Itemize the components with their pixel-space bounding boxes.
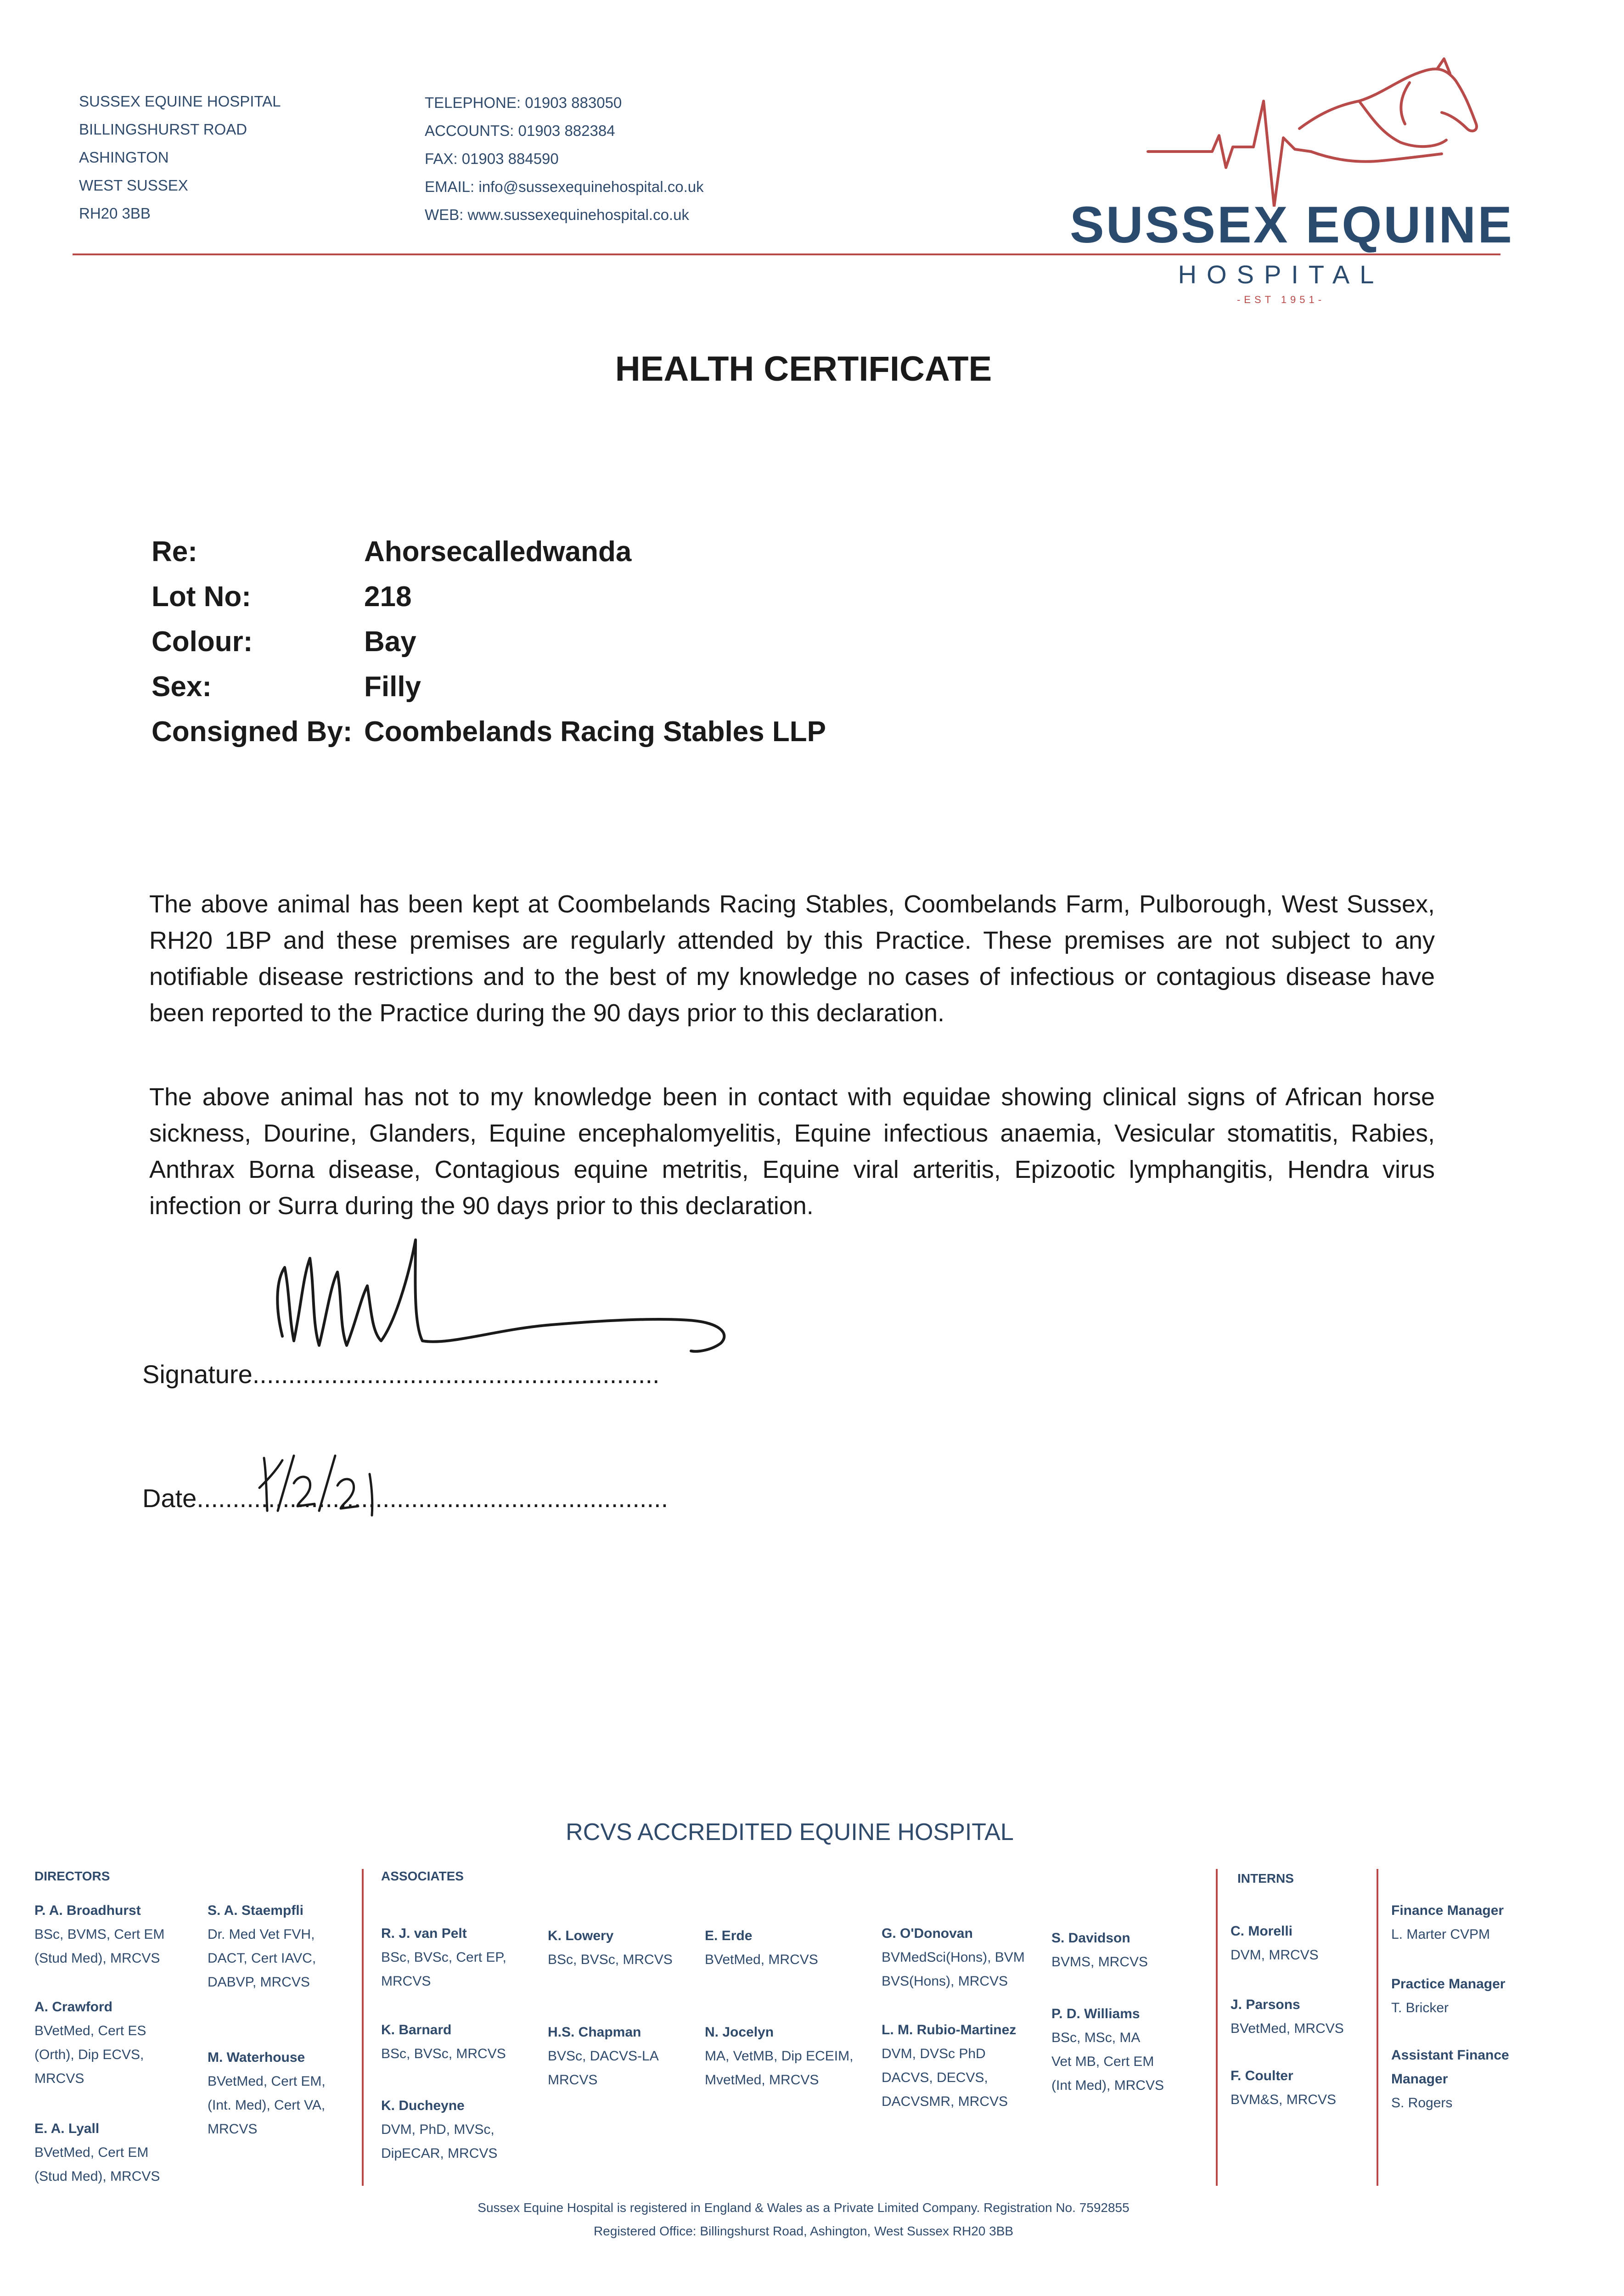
horse-logo-icon bbox=[1143, 55, 1483, 207]
field-label-lot: Lot No: bbox=[152, 581, 251, 613]
footer-heading: RCVS ACCREDITED EQUINE HOSPITAL bbox=[566, 1819, 1014, 1846]
page-title: HEALTH CERTIFICATE bbox=[615, 349, 992, 388]
logo-wordmark: SUSSEX EQUINE bbox=[1070, 196, 1514, 253]
directors-title: DIRECTORS bbox=[34, 1869, 110, 1883]
list-item: N. Jocelyn MA, VetMB, Dip ECEIM, MvetMed, MRCVS bbox=[705, 2025, 854, 2088]
field-value-colour: Bay bbox=[364, 626, 416, 658]
divider-directors bbox=[362, 1869, 364, 2186]
list-item: M. Waterhouse BVetMed, Cert EM, (Int. Med), Cert VA, MRCVS bbox=[208, 2050, 326, 2137]
declaration-paragraph-1: The above animal has been kept at Coombelands Racing Stables, Coombelands Farm, Pulborough, West Sussex, RH20 1BP and these premises are regularly attended by this Practice. These premises are not subject to any notifiable disease restrictions and to the best of my knowledge no cases of infectious or contagious disease have been reported to the Practice during the 90 days prior to this declaration. bbox=[149, 890, 1435, 1027]
list-item: E. A. Lyall BVetMed, Cert EM (Stud Med), MRCVS bbox=[34, 2121, 160, 2184]
handwritten-signature bbox=[257, 1231, 799, 1387]
list-item: A. Crawford BVetMed, Cert ES (Orth), Dip ECVS, MRCVS bbox=[34, 1999, 146, 2086]
list-item: Practice Manager T. Bricker bbox=[1391, 1976, 1506, 2015]
address-line: WEST SUSSEX bbox=[79, 177, 188, 194]
divider-associates bbox=[1216, 1869, 1218, 2186]
field-values bbox=[364, 529, 826, 754]
handwritten-date bbox=[239, 1446, 432, 1529]
contact-block bbox=[425, 89, 704, 229]
address-block bbox=[79, 87, 281, 227]
registered-office: Registered Office: Billingshurst Road, Ashington, West Sussex RH20 3BB bbox=[593, 2224, 1014, 2238]
field-label-re: Re: bbox=[152, 536, 197, 568]
list-item: P. D. Williams BSc, MSc, MA Vet MB, Cert EM (Int Med), MRCVS bbox=[1051, 2006, 1164, 2093]
field-value-re: Ahorsecalledwanda bbox=[364, 536, 632, 568]
field-value-consigned: Coombelands Racing Stables LLP bbox=[364, 716, 826, 748]
accounts-phone: ACCOUNTS: 01903 882384 bbox=[425, 122, 615, 139]
logo-subtitle: HOSPITAL bbox=[1178, 260, 1384, 289]
address-line: BILLINGSHURST ROAD bbox=[79, 121, 247, 138]
list-item: H.S. Chapman BVSc, DACVS-LA MRCVS bbox=[548, 2025, 659, 2088]
list-item: G. O'Donovan BVMedSci(Hons), BVM BVS(Hons), MRCVS bbox=[882, 1926, 1025, 1989]
field-value-lot: 218 bbox=[364, 581, 412, 613]
list-item: K. Barnard BSc, BVSc, MRCVS bbox=[381, 2022, 506, 2061]
field-label-colour: Colour: bbox=[152, 626, 253, 658]
list-item: K. Ducheyne DVM, PhD, MVSc, DipECAR, MRCVS bbox=[381, 2098, 498, 2161]
divider-interns bbox=[1377, 1869, 1378, 2186]
telephone: TELEPHONE: 01903 883050 bbox=[425, 94, 622, 111]
list-item: S. Davidson BVMS, MRCVS bbox=[1051, 1930, 1148, 1970]
address-line: ASHINGTON bbox=[79, 149, 169, 166]
address-line: SUSSEX EQUINE HOSPITAL bbox=[79, 93, 281, 110]
date-label: Date.................................................................. bbox=[142, 1484, 669, 1513]
signature-label: Signature......................................................... bbox=[142, 1360, 660, 1389]
address-line: RH20 3BB bbox=[79, 205, 151, 222]
registration-note: Sussex Equine Hospital is registered in England & Wales as a Private Limited Company. Registration No. 7592855 bbox=[478, 2200, 1129, 2215]
list-item: E. Erde BVetMed, MRCVS bbox=[705, 1928, 818, 1967]
field-label-sex: Sex: bbox=[152, 671, 212, 703]
list-item: S. A. Staempfli Dr. Med Vet FVH, DACT, Cert IAVC, DABVP, MRCVS bbox=[208, 1903, 316, 1990]
field-labels bbox=[152, 529, 352, 754]
list-item: L. M. Rubio-Martinez DVM, DVSc PhD DACVS, DECVS, DACVSMR, MRCVS bbox=[882, 2022, 1017, 2109]
website: WEB: www.sussexequinehospital.co.uk bbox=[425, 206, 689, 223]
declaration-paragraph-2: The above animal has not to my knowledge been in contact with equidae showing clinical signs of African horse sickness, Dourine, Glanders, Equine encephalomyelitis, Equine infectious anaemia, Vesicular stomatitis, Rabies, Anthrax Borna disease, Contagious equine metritis, Equine viral arteritis, Epizootic lymphangitis, Hendra virus infection or Surra during the 90 days prior to this declaration. bbox=[149, 1083, 1435, 1220]
list-item: C. Morelli DVM, MRCVS bbox=[1231, 1924, 1319, 1963]
list-item: P. A. Broadhurst BSc, BVMS, Cert EM (Stud Med), MRCVS bbox=[34, 1903, 165, 1966]
header-divider bbox=[73, 253, 1500, 255]
field-value-sex: Filly bbox=[364, 671, 421, 703]
list-item: Finance Manager L. Marter CVPM bbox=[1391, 1903, 1504, 1942]
email: EMAIL: info@sussexequinehospital.co.uk bbox=[425, 178, 704, 195]
field-label-consigned: Consigned By: bbox=[152, 716, 353, 748]
list-item: Assistant Finance Manager S. Rogers bbox=[1391, 2048, 1509, 2110]
interns-title: INTERNS bbox=[1237, 1871, 1294, 1885]
list-item: F. Coulter BVM&S, MRCVS bbox=[1231, 2068, 1337, 2107]
list-item: J. Parsons BVetMed, MRCVS bbox=[1231, 1997, 1344, 2036]
logo-established: -EST 1951- bbox=[1236, 294, 1326, 305]
fax: FAX: 01903 884590 bbox=[425, 150, 559, 167]
associates-title: ASSOCIATES bbox=[381, 1869, 464, 1883]
list-item: R. J. van Pelt BSc, BVSc, Cert EP, MRCVS bbox=[381, 1926, 506, 1989]
list-item: K. Lowery BSc, BVSc, MRCVS bbox=[548, 1928, 673, 1967]
